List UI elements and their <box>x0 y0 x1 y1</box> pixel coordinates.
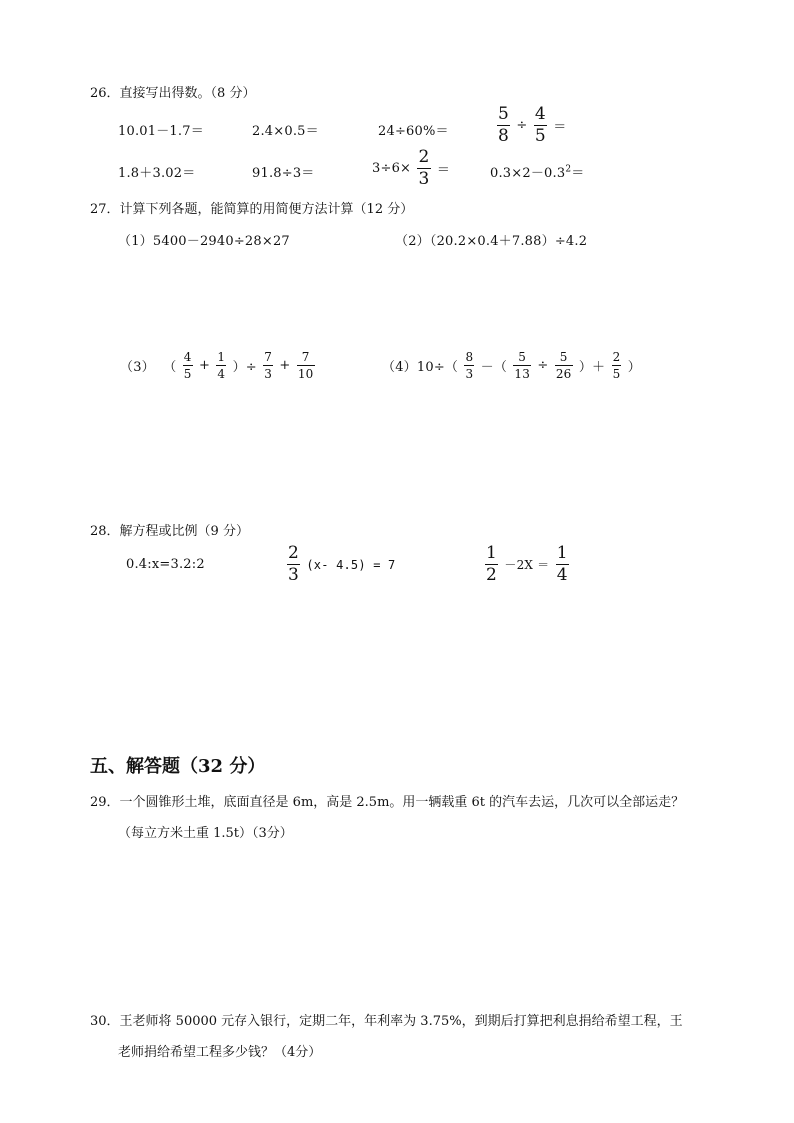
fraction: $\frac{4}{5}$ <box>534 104 546 146</box>
q27-part-3: （3） （ $\frac{4}{5}$ + $\frac{1}{4}$ ）÷ $\frac{7}{3}$ + $\frac{7}{10}$ <box>120 350 314 381</box>
fraction: $\frac{2}{3}$ <box>288 543 300 585</box>
q26-item-1: 10.01－1.7＝ <box>118 124 204 139</box>
fraction: $\frac{5}{13}$ <box>514 350 531 381</box>
q29-line-1: 29．一个圆锥形土堆，底面直径是 6m，高是 2.5m。用一辆载重 6t 的汽车去运，几次可以全部运走？ <box>90 795 685 810</box>
fraction: $\frac{1}{4}$ <box>217 350 226 381</box>
q26-title: 26．直接写出得数。（8 分） <box>90 86 256 101</box>
q27-title: 27．计算下列各题，能简算的用简便方法计算（12 分） <box>90 202 414 217</box>
q27-part-1: （1）5400－2940÷28×27 <box>118 234 290 249</box>
q26-item-4: $\frac{5}{8}$ ÷ $\frac{4}{5}$ ＝ <box>498 104 567 146</box>
q26-item-5: 1.8＋3.02＝ <box>118 166 196 181</box>
q26-item-7: 3÷6× $\frac{2}{3}$ ＝ <box>372 147 451 189</box>
fraction: $\frac{2}{5}$ <box>612 350 621 381</box>
q26-item-2: 2.4×0.5＝ <box>252 124 319 139</box>
q28-equation-3: $\frac{1}{2}$ －2X ＝ $\frac{1}{4}$ <box>486 543 568 585</box>
fraction: $\frac{7}{3}$ <box>264 350 273 381</box>
q28-title: 28．解方程或比例（9 分） <box>90 524 249 539</box>
q27-part-4: （4）10÷（ $\frac{8}{3}$ －（ $\frac{5}{13}$ ÷ $\frac{5}{26}$ ）＋ $\frac{2}{5}$ ） <box>382 350 641 381</box>
q30-line-1: 30．王老师将 50000 元存入银行，定期二年，年利率为 3.75%，到期后打算把利息捐给希望工程，王 <box>90 1014 683 1029</box>
q28-equation-2: $\frac{2}{3}$ (x- 4.5) = 7 <box>288 543 396 585</box>
q28-equation-1: 0.4:x=3.2:2 <box>126 557 205 572</box>
fraction: $\frac{1}{2}$ <box>486 543 498 585</box>
q26-item-8: $0.3\times 2-0.3^2=$ <box>490 164 585 181</box>
q30-line-2: 老师捐给希望工程多少钱？（4分） <box>118 1045 322 1060</box>
q29-line-2: （每立方米土重 1.5t）（3分） <box>118 826 293 841</box>
fraction: $\frac{5}{8}$ <box>498 104 510 146</box>
fraction: $\frac{4}{5}$ <box>183 350 192 381</box>
q26-item-3: 24÷60%＝ <box>378 124 449 139</box>
fraction: $\frac{7}{10}$ <box>297 350 314 381</box>
q27-part-2: （2）（20.2×0.4＋7.88）÷4.2 <box>395 234 588 249</box>
section-title: 五、解答题（32 分） <box>90 756 266 777</box>
fraction: $\frac{8}{3}$ <box>465 350 474 381</box>
fraction: $\frac{5}{26}$ <box>555 350 572 381</box>
fraction: $\frac{2}{3}$ <box>418 147 430 189</box>
fraction: $\frac{1}{4}$ <box>556 543 568 585</box>
q26-item-6: 91.8÷3＝ <box>252 166 315 181</box>
